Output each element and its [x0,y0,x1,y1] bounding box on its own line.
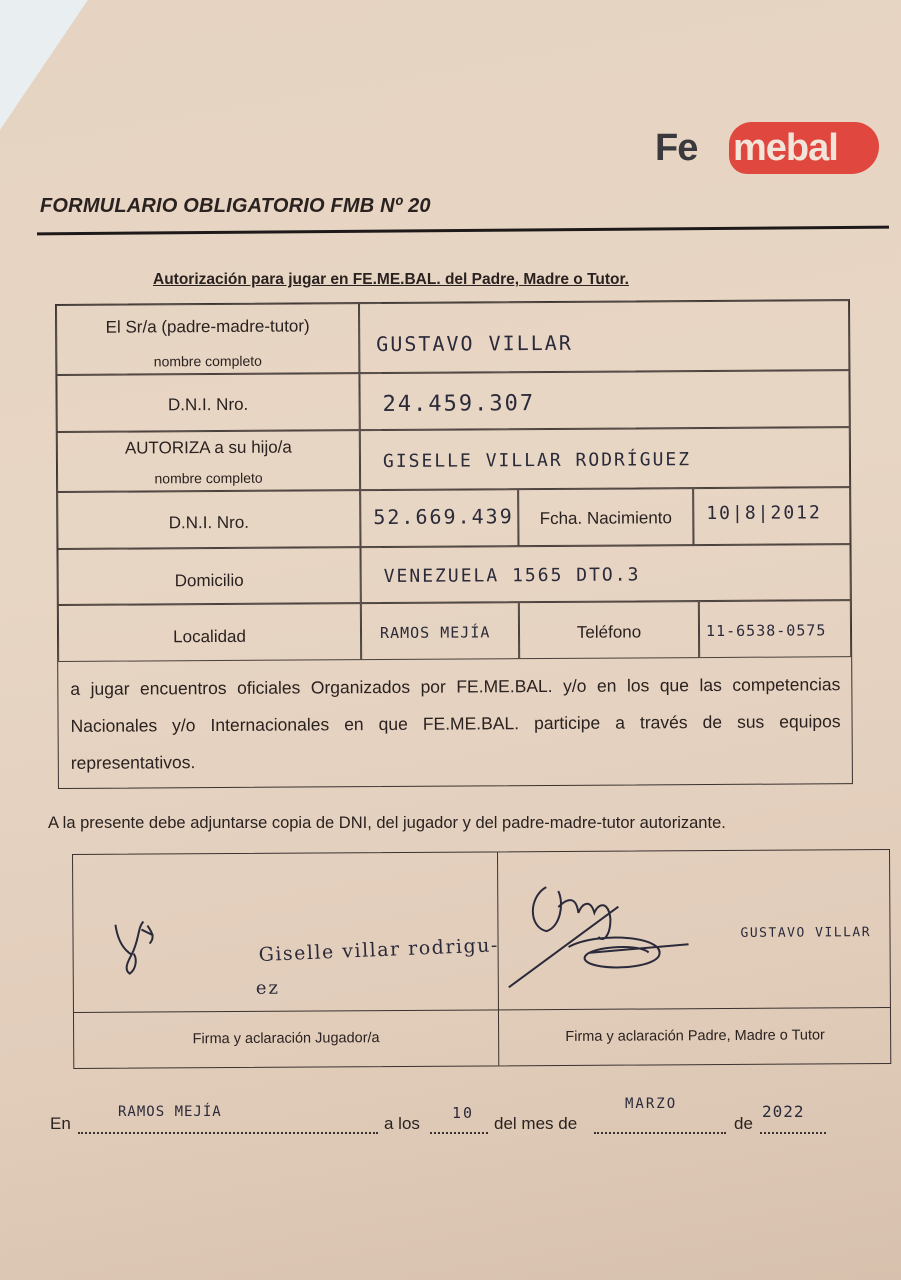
child-sublabel: nombre completo [154,469,263,487]
signature-rule [74,1007,890,1013]
player-name-line1: Giselle villar rodrigu- [258,934,500,967]
authorization-text: a jugar encuentros oficiales Organizados por FE.ME.BAL. y/o en los que las competencias Nacionales y/o Internacionales en que FE.ME.BAL. participe a través de sus equipos representativos. [70,674,841,773]
parent-name: GUSTAVO VILLAR [740,925,872,941]
address-label: Domicilio [174,570,244,591]
en-label: En [50,1114,71,1133]
child-dni-label-cell [57,490,360,549]
form-subtitle: Autorización para jugar en FE.ME.BAL. del Padre, Madre o Tutor. [153,271,629,288]
parent-label: El Sr/a (padre-madre-tutor) [105,316,310,337]
authorization-table [55,299,853,789]
form-title: FORMULARIO OBLIGATORIO FMB Nº 20 [40,195,431,217]
femebal-logo [655,118,885,176]
signature-box [72,849,891,1069]
child-name-cell [360,427,850,490]
parent-name-value: GUSTAVO VILLAR [376,330,573,357]
parent-dni-label-cell [56,373,359,432]
birth-cell [693,487,850,545]
parent-dni-label: D.N.I. Nro. [167,394,249,415]
address-cell [360,544,850,603]
logo-text-fe: Fe [655,127,698,169]
locality-label-cell [58,603,361,662]
phone-cell [699,600,851,658]
player-name-line2: ez [255,977,281,999]
place-date-line [50,1096,850,1140]
birth-label: Fcha. Nacimiento [539,508,673,529]
child-label-cell [57,430,360,492]
birth-label-cell [518,488,693,546]
child-dni-label: D.N.I. Nro. [168,512,250,533]
day-value: 10 [452,1104,475,1122]
locality-label: Localidad [173,626,246,647]
parent-dni-value: 24.459.307 [382,391,536,418]
de-label: de [734,1114,753,1133]
locality-value: RAMOS MEJÍA [379,623,491,643]
phone-label: Teléfono [576,622,642,642]
child-dni-cell [360,489,518,547]
address-value: VENEZUELA 1565 DTO.3 [383,564,641,587]
address-label-cell [57,547,360,605]
parent-signature-caption: Firma y aclaración Padre, Madre o Tutor [565,1027,825,1045]
month-dotted-line [594,1114,726,1134]
child-dni-value: 52.669.439 [373,504,514,530]
parent-dni-cell [359,370,849,430]
player-signature [103,909,173,979]
birth-value: 10|8|2012 [706,502,822,525]
parent-label-cell [56,303,359,375]
a-los-label: a los [384,1114,420,1133]
locality-cell [361,602,519,660]
phone-value: 11-6538-0575 [705,621,827,641]
child-name-value: GISELLE VILLAR RODRÍGUEZ [382,449,692,472]
attachment-note: A la presente debe adjuntarse copia de DNI, del jugador y del padre-madre-tutor autorizante. [48,814,726,832]
logo-text-rest: mebal [733,127,838,169]
player-signature-caption: Firma y aclaración Jugador/a [192,1030,380,1048]
child-label: AUTORIZA a su hijo/a [124,437,292,458]
parent-signature [498,866,739,997]
year-value: 2022 [762,1102,805,1121]
parent-sublabel: nombre completo [153,352,262,370]
place-value: RAMOS MEJÍA [118,1104,222,1120]
mes-label: del mes de [494,1114,578,1133]
parent-name-cell [359,300,849,373]
phone-label-cell [519,601,699,659]
month-value: MARZO [625,1096,678,1112]
